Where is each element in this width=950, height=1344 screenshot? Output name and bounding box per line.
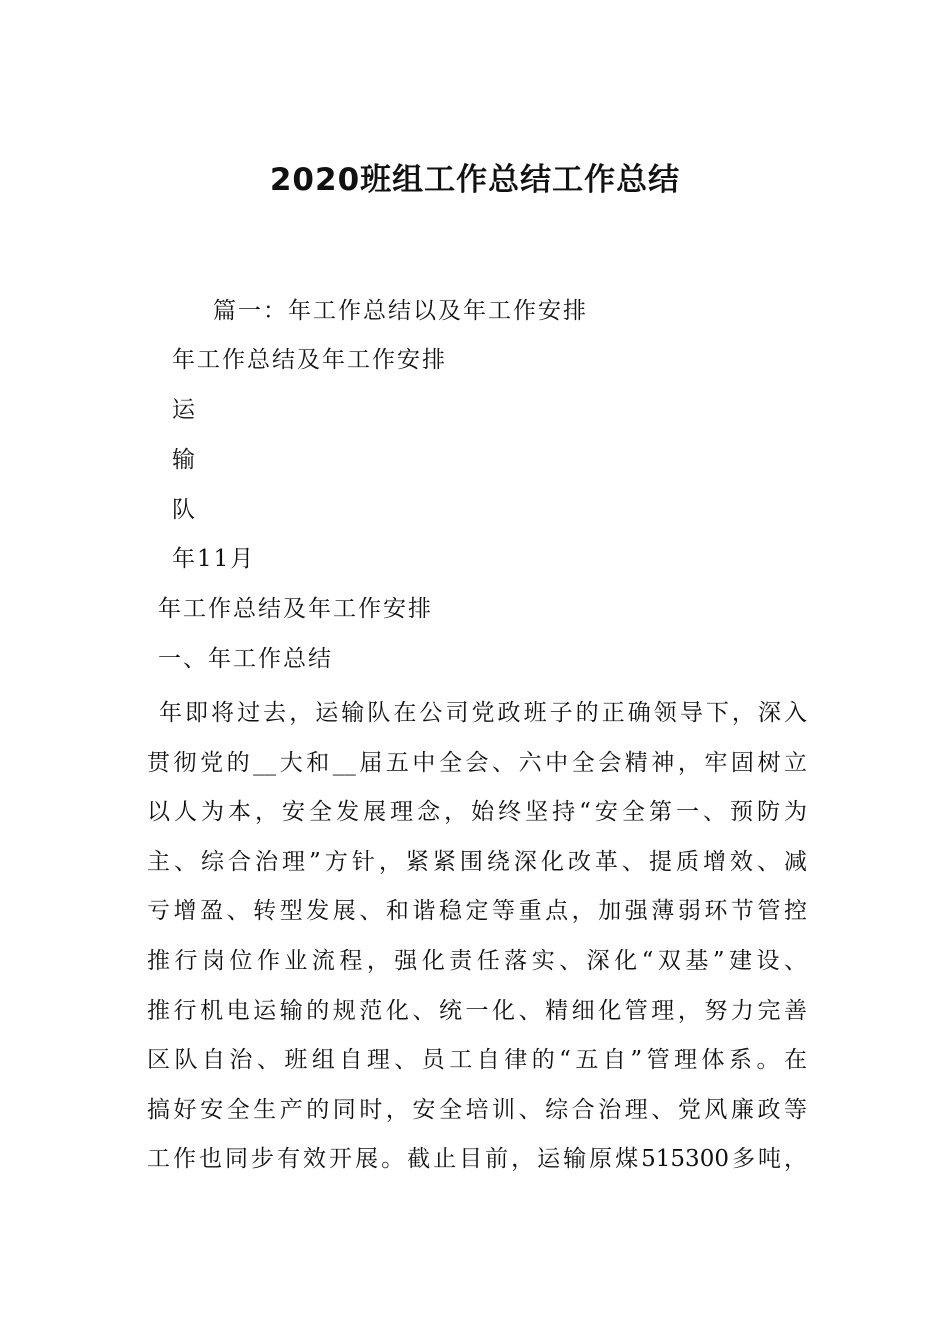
- paragraph-line: 以人为本，安全发展理念，始终坚持“安全第一、预防为: [147, 799, 807, 826]
- department-char-3: 队: [172, 497, 197, 523]
- paragraph-line: 贯彻党的__大和__届五中全会、六中全会精神，牢固树立: [147, 749, 807, 776]
- paragraph-line: 亏增盈、转型发展、和谐稳定等重点，加强薄弱环节管控: [147, 898, 807, 925]
- paragraph-line: 推行岗位作业流程，强化责任落实、深化“双基”建设、: [147, 947, 807, 974]
- paragraph-line: 搞好安全生产的同时，安全培训、综合治理、党风廉政等: [147, 1096, 807, 1123]
- heading-line: 年工作总结及年工作安排: [158, 596, 433, 622]
- department-char-2: 输: [172, 447, 197, 473]
- paragraph-line: 主、综合治理”方针，紧紧围绕深化改革、提质增效、减: [147, 848, 807, 875]
- subtitle-line: 年工作总结及年工作安排: [172, 347, 447, 373]
- paragraph-line: 推行机电运输的规范化、统一化、精细化管理，努力完善: [147, 997, 807, 1024]
- section-heading: 篇一：年工作总结以及年工作安排: [213, 298, 588, 324]
- paragraph-line: 区队自治、班组自理、员工自律的“五自”管理体系。在: [147, 1047, 807, 1074]
- summary-paragraph: [147, 689, 807, 1185]
- document-title: 2020班组工作总结工作总结: [269, 162, 681, 198]
- section-one-heading: 一、年工作总结: [158, 646, 333, 672]
- department-char-1: 运: [172, 397, 197, 423]
- date-line: 年11月: [172, 546, 256, 572]
- paragraph-line: 工作也同步有效开展。截止目前，运输原煤515300多吨，: [147, 1146, 807, 1173]
- paragraph-line: 年即将过去，运输队在公司党政班子的正确领导下，深入: [159, 700, 807, 726]
